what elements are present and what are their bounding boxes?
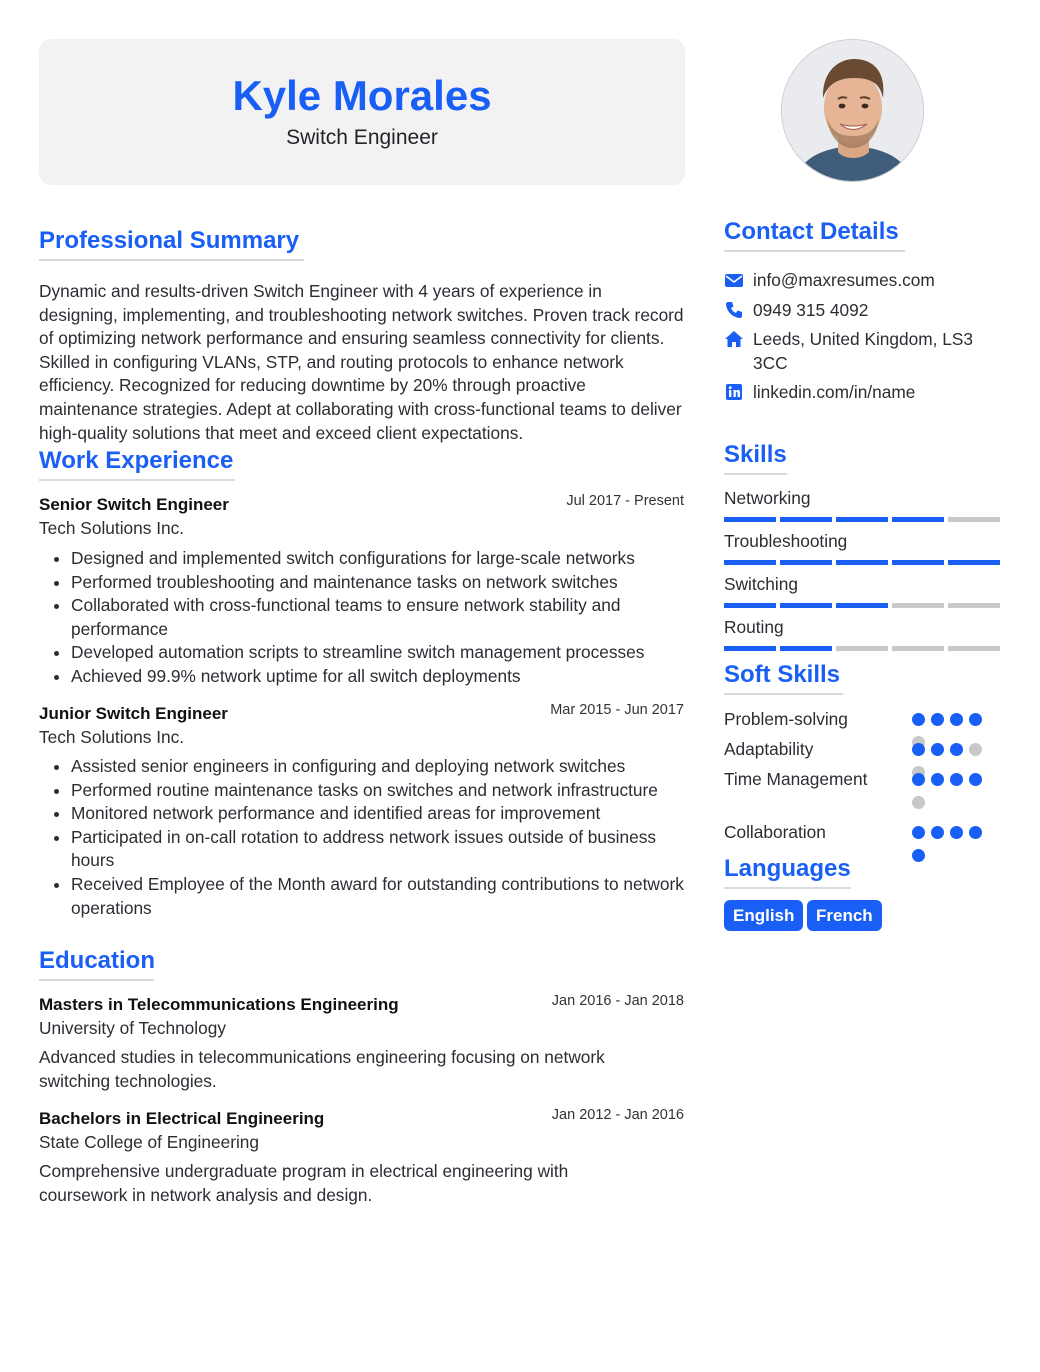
job-bullets — [39, 547, 685, 689]
skill-bar-segment — [836, 560, 888, 565]
phone-icon — [724, 300, 744, 320]
candidate-title: Switch Engineer — [286, 126, 438, 149]
language-badge: French — [807, 900, 882, 931]
skill-bar-segment — [836, 646, 888, 651]
rating-dot — [969, 713, 982, 726]
rating-dot — [931, 743, 944, 756]
candidate-name: Kyle Morales — [232, 72, 492, 119]
job-date: Jul 2017 - Present — [566, 493, 684, 509]
skill-bar-segment — [724, 646, 776, 651]
rating-dot — [912, 796, 925, 809]
experience-heading: Work Experience — [39, 447, 235, 481]
skill-bar-segment — [780, 603, 832, 608]
rating-dot — [912, 743, 925, 756]
skill-name: Troubleshooting — [724, 531, 848, 551]
skill-bar-segment — [724, 517, 776, 522]
list-item: • Designed and implemented switch configurations for large-scale networks — [71, 547, 685, 571]
rating-dot — [912, 826, 925, 839]
list-item: • Developed automation scripts to streamline switch management processes — [71, 641, 685, 665]
home-icon — [724, 329, 744, 349]
degree-date: Jan 2012 - Jan 2016 — [551, 1107, 684, 1123]
job-title: Junior Switch Engineer — [39, 704, 228, 723]
skill-name: Switching — [724, 574, 798, 594]
rating-dot — [950, 773, 963, 786]
skill-bar-segment — [780, 517, 832, 522]
degree-title: Masters in Telecommunications Engineering — [39, 995, 399, 1014]
skill-bar-segment — [892, 646, 944, 651]
rating-dot — [912, 713, 925, 726]
skill-level-bar — [724, 517, 1000, 522]
school-name: University of Technology — [39, 1018, 226, 1038]
soft-skill-name: Time Management — [724, 769, 868, 789]
skill-bar-segment — [724, 560, 776, 565]
skills-heading: Skills — [724, 441, 787, 475]
soft-skill-name: Collaboration — [724, 822, 826, 842]
job-company: Tech Solutions Inc. — [39, 727, 185, 747]
summary-text: Dynamic and results-driven Switch Engineer with 4 years of experience in designing, implementing, and troubleshooting network switches. Proven track record of optimizing network performance and ensuring seamless connectivity for clients. Skilled in configuring VLANs, STP, and routing protocols to enhance network efficiency. Recognized for reducing downtime by 20% through proactive maintenance strategies. Adept at collaborating with cross-functional teams to deliver high-quality solutions that meet and exceed client expectations. — [39, 281, 684, 443]
job-company: Tech Solutions Inc. — [39, 518, 185, 538]
skill-bar-segment — [892, 603, 944, 608]
skill-bar-segment — [948, 646, 1000, 651]
list-item: • Achieved 99.9% network uptime for all switch deployments — [71, 665, 685, 689]
resume-header — [39, 39, 685, 185]
contact-phone[interactable] — [724, 299, 994, 323]
skill-level-bar — [724, 646, 1000, 651]
contact-address — [724, 328, 994, 375]
degree-title: Bachelors in Electrical Engineering — [39, 1109, 325, 1128]
linkedin-icon — [724, 382, 744, 402]
list-item: • Performed troubleshooting and maintenance tasks on network switches — [71, 571, 685, 595]
list-item: • Participated in on-call rotation to address network issues outside of business hours — [71, 826, 685, 873]
contact-email[interactable] — [724, 269, 994, 293]
soft-skill-rating — [912, 773, 992, 809]
language-badge: English — [724, 900, 803, 931]
list-item: • Received Employee of the Month award for outstanding contributions to network operations — [71, 873, 685, 920]
skill-bar-segment — [892, 560, 944, 565]
linkedin-text: linkedin.com/in/name — [753, 382, 916, 402]
soft-skill-rating — [912, 826, 992, 862]
skill-name: Networking — [724, 488, 811, 508]
soft-skill-name: Adaptability — [724, 739, 814, 759]
rating-dot — [931, 773, 944, 786]
job-date: Mar 2015 - Jun 2017 — [550, 702, 684, 718]
email-text: info@maxresumes.com — [753, 270, 935, 290]
degree-date: Jan 2016 - Jan 2018 — [551, 993, 684, 1009]
skill-bar-segment — [836, 603, 888, 608]
school-name: State College of Engineering — [39, 1132, 260, 1152]
contact-heading: Contact Details — [724, 218, 905, 252]
rating-dot — [969, 826, 982, 839]
soft-skills-heading: Soft Skills — [724, 661, 843, 695]
contact-linkedin[interactable] — [724, 381, 994, 405]
address-text: Leeds, United Kingdom, LS3 3CC — [753, 329, 973, 373]
education-heading: Education — [39, 947, 154, 981]
skill-level-bar — [724, 603, 1000, 608]
languages-heading: Languages — [724, 855, 851, 889]
rating-dot — [969, 773, 982, 786]
rating-dot — [950, 713, 963, 726]
soft-skill-name: Problem-solving — [724, 709, 848, 729]
summary-heading: Professional Summary — [39, 227, 304, 261]
rating-dot — [912, 849, 925, 862]
rating-dot — [950, 743, 963, 756]
list-item: • Collaborated with cross-functional teams to ensure network stability and performance — [71, 594, 685, 641]
job-title: Senior Switch Engineer — [39, 495, 229, 514]
skill-bar-segment — [892, 517, 944, 522]
rating-dot — [912, 773, 925, 786]
skill-bar-segment — [836, 517, 888, 522]
list-item: • Performed routine maintenance tasks on switches and network infrastructure — [71, 779, 685, 803]
skill-name: Routing — [724, 617, 784, 637]
list-item: • Assisted senior engineers in configuring and deploying network switches — [71, 755, 685, 779]
avatar — [781, 39, 924, 182]
degree-description: Comprehensive undergraduate program in electrical engineering with coursework in network analysis and design. — [39, 1161, 569, 1205]
phone-text: 0949 315 4092 — [753, 300, 869, 320]
rating-dot — [969, 743, 982, 756]
skill-bar-segment — [948, 517, 1000, 522]
degree-description: Advanced studies in telecommunications engineering focusing on network switching technologies. — [39, 1047, 605, 1091]
skill-bar-segment — [948, 560, 1000, 565]
rating-dot — [931, 826, 944, 839]
skill-bar-segment — [948, 603, 1000, 608]
rating-dot — [950, 826, 963, 839]
rating-dot — [931, 713, 944, 726]
skill-bar-segment — [780, 560, 832, 565]
email-icon — [724, 270, 744, 290]
list-item: • Monitored network performance and identified areas for improvement — [71, 802, 685, 826]
skill-bar-segment — [724, 603, 776, 608]
skill-bar-segment — [780, 646, 832, 651]
skill-level-bar — [724, 560, 1000, 565]
job-bullets — [39, 755, 685, 920]
